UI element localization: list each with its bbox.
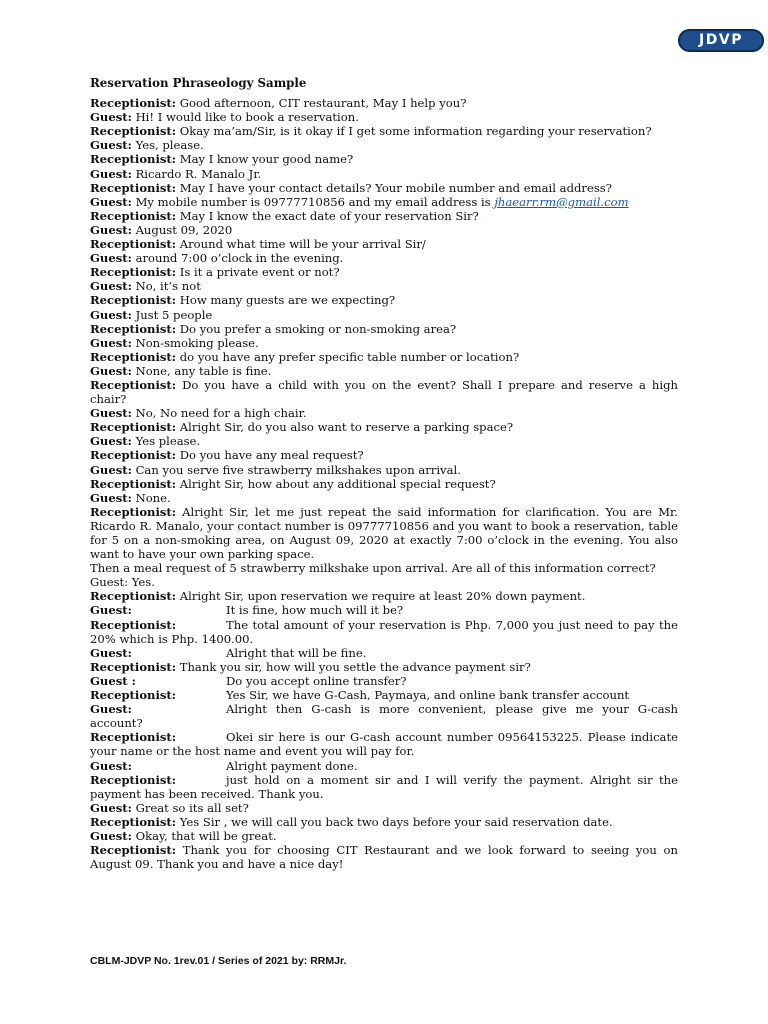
dialogue-text: It is fine, how much will it be?	[226, 603, 404, 618]
dialogue-text: Yes, please.	[135, 138, 204, 153]
speaker-label: Receptionist:	[90, 504, 177, 519]
speaker-label: Guest:	[90, 335, 132, 350]
speaker-label: Receptionist:	[90, 843, 177, 858]
dialogue-text: Just 5 people	[135, 307, 213, 322]
dialogue-text: None, any table is fine.	[135, 363, 272, 378]
dialogue-line	[90, 110, 678, 124]
dialogue-line	[90, 265, 678, 279]
dialogue-line	[90, 195, 678, 209]
dialogue-line	[90, 138, 678, 152]
speaker-label: Guest:	[90, 800, 132, 815]
dialogue-text: August 09, 2020	[135, 222, 233, 237]
speaker-label: Guest:	[90, 166, 132, 181]
dialogue-text: Do you prefer a smoking or non-smoking area?	[179, 321, 457, 336]
speaker-label: Receptionist:	[90, 293, 177, 308]
dialogue-text: Around what time will be your arrival Sir/	[179, 237, 426, 252]
speaker-label: Receptionist:	[90, 152, 177, 167]
speaker-label: Receptionist:	[90, 659, 177, 674]
speaker-label: Guest:	[90, 307, 132, 322]
email-link[interactable]: jhaearr.rm@gmail.com	[494, 194, 629, 209]
dialogue-line	[90, 843, 678, 871]
speaker-label: Guest:	[90, 434, 132, 449]
dialogue-line	[90, 829, 678, 843]
speaker-label: Receptionist:	[90, 237, 177, 252]
speaker-label: Receptionist:	[90, 96, 177, 111]
dialogue-line	[90, 293, 678, 307]
jdvp-badge: JDVP	[678, 29, 764, 52]
document-title: Reservation Phraseology Sample	[90, 76, 307, 90]
dialogue-text: May I know your good name?	[179, 152, 354, 167]
dialogue-text: Guest: Yes.	[90, 575, 155, 590]
dialogue-line	[90, 420, 678, 434]
speaker-label: Guest :	[90, 673, 136, 688]
speaker-label: Guest:	[90, 279, 132, 294]
dialogue-line	[90, 463, 678, 477]
dialogue-line	[90, 759, 678, 773]
dialogue-line	[90, 730, 678, 758]
dialogue-line	[90, 773, 678, 801]
dialogue-text: Okay ma’am/Sir, is it okay if I get some information regarding your reservation?	[179, 124, 652, 139]
dialogue-line	[90, 308, 678, 322]
speaker-label: Receptionist:	[90, 180, 177, 195]
dialogue-line	[90, 660, 678, 674]
dialogue-line	[90, 124, 678, 138]
dialogue-line	[90, 406, 678, 420]
speaker-label: Receptionist:	[90, 688, 177, 703]
dialogue-text: Thank you for choosing CIT Restaurant and we look forward to seeing you on August 09. Thank you and have a nice day!	[90, 843, 679, 872]
dialogue-line	[90, 575, 678, 589]
dialogue-text: Hi! I would like to book a reservation.	[135, 110, 359, 125]
speaker-label: Receptionist:	[90, 617, 177, 632]
dialogue-lines	[90, 96, 678, 871]
dialogue-line	[90, 702, 678, 730]
dialogue-text: Yes Sir, we have G-Cash, Paymaya, and online bank transfer account	[226, 688, 630, 703]
speaker-label: Receptionist:	[90, 420, 177, 435]
dialogue-text: Non-smoking please.	[135, 335, 259, 350]
speaker-label: Guest:	[90, 138, 132, 153]
dialogue-line	[90, 477, 678, 491]
dialogue-text: Do you have any meal request?	[179, 448, 364, 463]
document-footer: CBLM-JDVP No. 1rev.01 / Series of 2021 by: RRMJr.	[90, 955, 347, 967]
dialogue-text: My mobile number is 09777710856 and my email address is	[135, 194, 491, 209]
dialogue-text: Great so its all set?	[135, 800, 249, 815]
speaker-label: Guest:	[90, 222, 132, 237]
dialogue-line	[90, 181, 678, 195]
dialogue-text: Okei sir here is our G-cash account number 09564153225. Please indicate your name or the host name and event you will pay for.	[90, 730, 678, 759]
dialogue-line	[90, 209, 678, 223]
dialogue-line	[90, 589, 678, 603]
dialogue-text: Do you accept online transfer?	[226, 673, 407, 688]
dialogue-line	[90, 322, 678, 336]
dialogue-line	[90, 618, 678, 646]
dialogue-text: May I have your contact details? Your mobile number and email address?	[179, 180, 612, 195]
speaker-label: Receptionist:	[90, 208, 177, 223]
speaker-label: Receptionist:	[90, 589, 177, 604]
dialogue-text: Alright Sir, upon reservation we require at least 20% down payment.	[179, 589, 586, 604]
dialogue-text: around 7:00 o’clock in the evening.	[135, 251, 344, 266]
dialogue-line	[90, 251, 678, 265]
speaker-label: Receptionist:	[90, 476, 177, 491]
dialogue-text: Alright Sir, let me just repeat the said information for clarification. You are Mr. Ricardo R. Manalo, your contact number is 09777710856 and you want to book a reservation, table for 5 on a non-smoking area, on August 09, 2020 at exactly 7:00 o’clock in the evening. You also want to have your own parking space.	[90, 504, 678, 562]
dialogue-text: Alright Sir, do you also want to reserve a parking space?	[179, 420, 514, 435]
dialogue-text: Okay, that will be great.	[135, 828, 277, 843]
dialogue-line	[90, 350, 678, 364]
speaker-label: Receptionist:	[90, 448, 177, 463]
dialogue-line	[90, 801, 678, 815]
dialogue-line	[90, 561, 678, 575]
dialogue-line	[90, 279, 678, 293]
speaker-label: Guest:	[90, 702, 132, 717]
dialogue-text: Alright Sir, how about any additional special request?	[179, 476, 496, 491]
speaker-label: Receptionist:	[90, 321, 177, 336]
speaker-label: Guest:	[90, 406, 132, 421]
dialogue-line	[90, 96, 678, 110]
dialogue-text: just hold on a moment sir and I will verify the payment. Alright sir the payment has been received. Thank you.	[90, 772, 678, 801]
dialogue-text: Then a meal request of 5 strawberry milkshake upon arrival. Are all of this information correct?	[90, 561, 656, 576]
dialogue-line	[90, 491, 678, 505]
dialogue-line	[90, 152, 678, 166]
dialogue-text: Yes please.	[135, 434, 201, 449]
dialogue-text: Alright that will be fine.	[226, 645, 367, 660]
dialogue-line	[90, 364, 678, 378]
dialogue-text: Is it a private event or not?	[179, 265, 340, 280]
speaker-label: Receptionist:	[90, 814, 177, 829]
speaker-label: Guest:	[90, 758, 132, 773]
speaker-label: Receptionist:	[90, 377, 177, 392]
dialogue-line	[90, 167, 678, 181]
dialogue-text: Ricardo R. Manalo Jr.	[135, 166, 262, 181]
speaker-label: Receptionist:	[90, 349, 177, 364]
dialogue-line	[90, 448, 678, 462]
dialogue-text: Can you serve five strawberry milkshakes upon arrival.	[135, 462, 461, 477]
speaker-label: Receptionist:	[90, 730, 177, 745]
dialogue-text: None.	[135, 490, 171, 505]
speaker-label: Receptionist:	[90, 772, 177, 787]
dialogue-text: Alright then G-cash is more convenient, please give me your G-cash account?	[90, 702, 678, 731]
speaker-label: Guest:	[90, 603, 132, 618]
dialogue-line	[90, 237, 678, 251]
speaker-label: Guest:	[90, 194, 132, 209]
dialogue-line	[90, 223, 678, 237]
speaker-label: Guest:	[90, 490, 132, 505]
dialogue-line	[90, 674, 678, 688]
dialogue-text: Alright payment done.	[226, 758, 358, 773]
speaker-label: Guest:	[90, 645, 132, 660]
dialogue-text: The total amount of your reservation is Php. 7,000 you just need to pay the 20% which is Php. 1400.00.	[90, 617, 678, 646]
dialogue-text: No, No need for a high chair.	[135, 406, 307, 421]
dialogue-line	[90, 336, 678, 350]
dialogue-document	[90, 76, 678, 871]
dialogue-text: May I know the exact date of your reservation Sir?	[179, 208, 479, 223]
speaker-label: Receptionist:	[90, 265, 177, 280]
dialogue-line	[90, 378, 678, 406]
dialogue-text: Do you have a child with you on the event? Shall I prepare and reserve a high chair?	[90, 377, 678, 407]
dialogue-line	[90, 505, 678, 561]
dialogue-text: How many guests are we expecting?	[179, 293, 396, 308]
dialogue-line	[90, 603, 678, 617]
dialogue-text: No, it’s not	[135, 279, 201, 294]
dialogue-text: do you have any prefer specific table number or location?	[179, 349, 520, 364]
speaker-label: Guest:	[90, 251, 132, 266]
dialogue-text: Yes Sir , we will call you back two days before your said reservation date.	[179, 814, 613, 829]
dialogue-line	[90, 434, 678, 448]
speaker-label: Guest:	[90, 363, 132, 378]
speaker-label: Guest:	[90, 462, 132, 477]
dialogue-line	[90, 646, 678, 660]
dialogue-line	[90, 815, 678, 829]
dialogue-line	[90, 688, 678, 702]
dialogue-text: Good afternoon, CIT restaurant, May I help you?	[179, 96, 467, 111]
dialogue-text: Thank you sir, how will you settle the advance payment sir?	[179, 659, 531, 674]
speaker-label: Guest:	[90, 828, 132, 843]
speaker-label: Receptionist:	[90, 124, 177, 139]
speaker-label: Guest:	[90, 110, 132, 125]
